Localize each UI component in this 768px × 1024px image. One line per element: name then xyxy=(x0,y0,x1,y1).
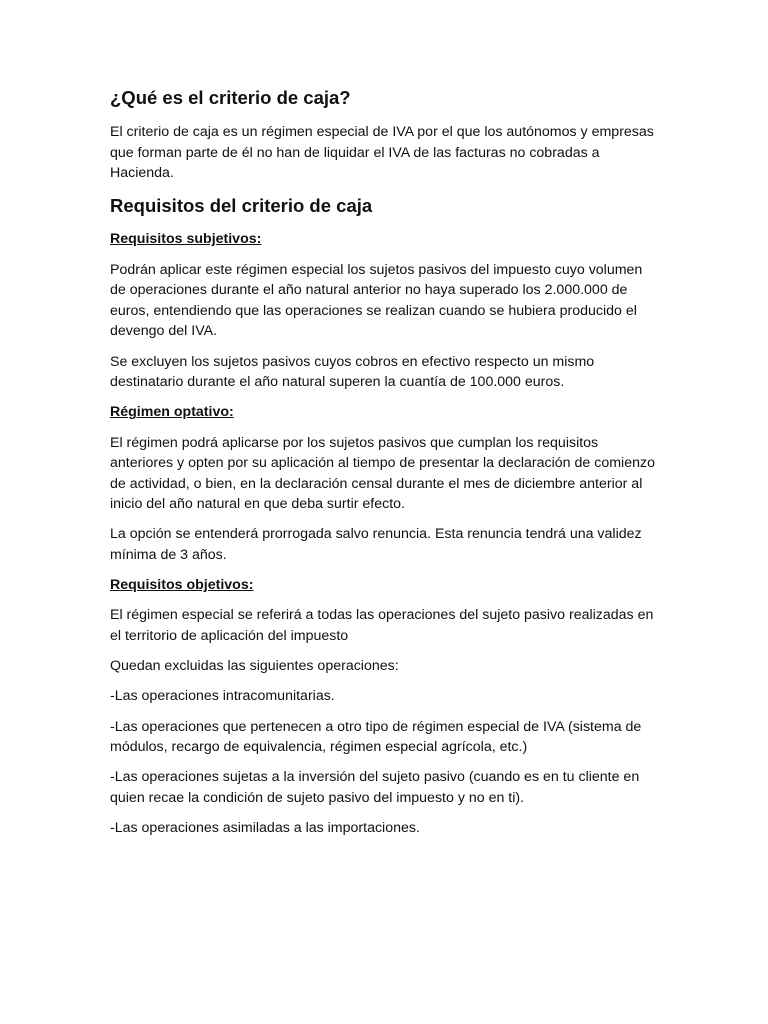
optativo-paragraph-2: La opción se entenderá prorrogada salvo renuncia. Esta renuncia tendrá una validez mínima de 3 años. xyxy=(110,526,642,564)
subjetivos-paragraph-1: Podrán aplicar este régimen especial los sujetos pasivos del impuesto cuyo volumen de operaciones durante el año natural anterior no haya superado los 2.000.000 de euros, entendiendo que las operaciones se realizan cuando se hubiera producido el devengo del IVA. xyxy=(110,261,643,340)
exclusion-item: -Las operaciones que pertenecen a otro tipo de régimen especial de IVA (sistema de módulos, recargo de equivalencia, régimen especial agrícola, etc.) xyxy=(110,718,642,756)
section-title: Requisitos del criterio de caja xyxy=(110,195,373,217)
exclusion-item: -Las operaciones asimiladas a las importaciones. xyxy=(110,820,420,837)
document-page xyxy=(110,86,662,848)
objetivos-paragraph-1: El régimen especial se referirá a todas las operaciones del sujeto pasivo realizadas en el territorio de aplicación del impuesto xyxy=(110,607,654,645)
intro-paragraph: El criterio de caja es un régimen especial de IVA por el que los autónomos y empresas que forman parte de él no han de liquidar el IVA de las facturas no cobradas a Hacienda. xyxy=(110,124,654,182)
page-title: ¿Qué es el criterio de caja? xyxy=(110,87,351,108)
objetivos-heading: Requisitos objetivos: xyxy=(110,577,254,594)
subjetivos-heading: Requisitos subjetivos: xyxy=(110,231,262,248)
optativo-heading: Régimen optativo: xyxy=(110,404,234,421)
exclusion-item: -Las operaciones intracomunitarias. xyxy=(110,688,335,705)
exclusion-item: -Las operaciones sujetas a la inversión del sujeto pasivo (cuando es en tu cliente en quien recae la condición de sujeto pasivo del impuesto y no en ti). xyxy=(110,769,640,806)
objetivos-paragraph-2: Quedan excluidas las siguientes operaciones: xyxy=(110,658,399,675)
subjetivos-paragraph-2: Se excluyen los sujetos pasivos cuyos cobros en efectivo respecto un mismo destinatario durante el año natural superen la cuantía de 100.000 euros. xyxy=(110,353,595,391)
optativo-paragraph-1: El régimen podrá aplicarse por los sujetos pasivos que cumplan los requisitos anteriores y opten por su aplicación al tiempo de presentar la declaración de comienzo de actividad, o bien, en la declaración censal durante el mes de diciembre anterior al inicio del año natural en que deba surtir efecto. xyxy=(110,434,655,513)
